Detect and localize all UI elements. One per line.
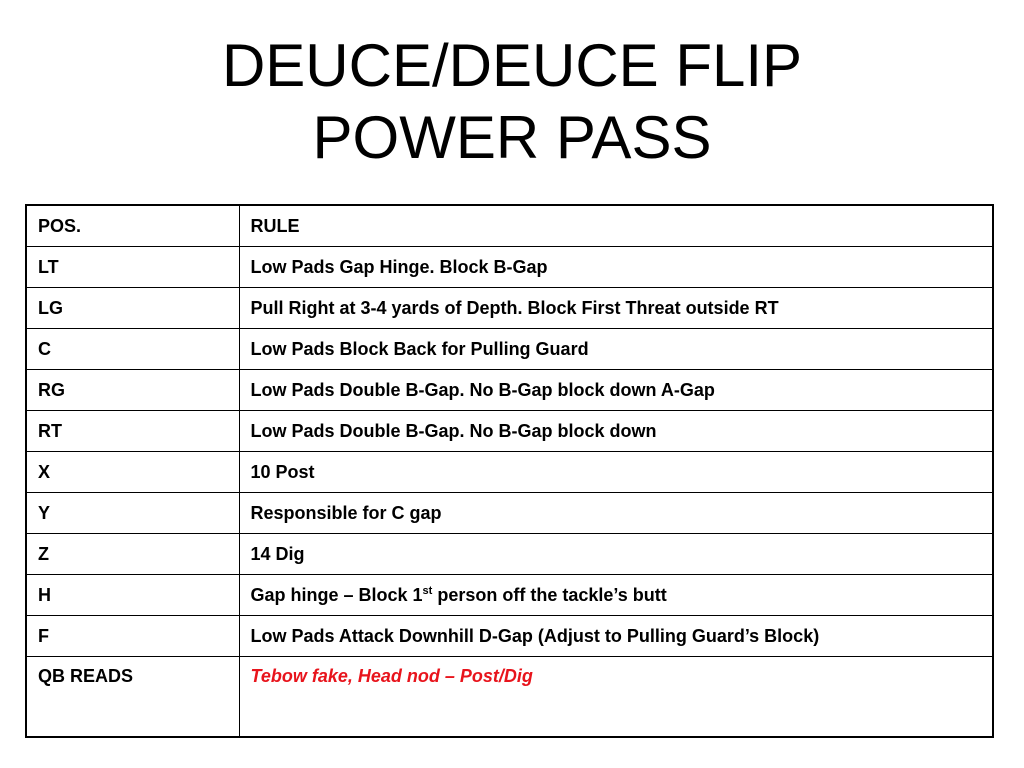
header-pos: POS. bbox=[26, 205, 239, 247]
rule-cell: Low Pads Block Back for Pulling Guard bbox=[239, 329, 993, 370]
table-row bbox=[26, 370, 993, 411]
rule-cell: Responsible for C gap bbox=[239, 493, 993, 534]
pos-cell: X bbox=[26, 452, 239, 493]
rule-text-before: Gap hinge – Block 1 bbox=[250, 584, 423, 605]
pos-cell: RG bbox=[26, 370, 239, 411]
pos-cell: QB READS bbox=[26, 657, 239, 738]
pos-cell: Z bbox=[26, 534, 239, 575]
table-row bbox=[26, 493, 993, 534]
table-row bbox=[26, 411, 993, 452]
rule-cell bbox=[239, 575, 993, 616]
qb-rule-cell: Tebow fake, Head nod – Post/Dig bbox=[239, 657, 993, 738]
title-line-1: DEUCE/DEUCE FLIP bbox=[221, 32, 803, 99]
rule-cell: Low Pads Double B-Gap. No B-Gap block down A-Gap bbox=[239, 370, 993, 411]
table-row bbox=[26, 575, 993, 616]
table-row bbox=[26, 247, 993, 288]
rule-cell: Low Pads Attack Downhill D-Gap (Adjust to Pulling Guard’s Block) bbox=[239, 616, 993, 657]
rule-cell: Low Pads Gap Hinge. Block B-Gap bbox=[239, 247, 993, 288]
pos-cell: LG bbox=[26, 288, 239, 329]
table-row bbox=[26, 288, 993, 329]
rule-cell: 10 Post bbox=[239, 452, 993, 493]
header-rule: RULE bbox=[239, 205, 993, 247]
table-row bbox=[26, 657, 993, 738]
rule-superscript: st bbox=[422, 584, 433, 597]
pos-cell: C bbox=[26, 329, 239, 370]
pos-cell: LT bbox=[26, 247, 239, 288]
rule-cell: Pull Right at 3-4 yards of Depth. Block First Threat outside RT bbox=[239, 288, 993, 329]
pos-cell: Y bbox=[26, 493, 239, 534]
table-row bbox=[26, 329, 993, 370]
rule-cell: 14 Dig bbox=[239, 534, 993, 575]
rules-table bbox=[25, 204, 994, 738]
table-row bbox=[26, 534, 993, 575]
title-line-2: POWER PASS bbox=[312, 104, 712, 171]
pos-cell: F bbox=[26, 616, 239, 657]
rule-cell: Low Pads Double B-Gap. No B-Gap block down bbox=[239, 411, 993, 452]
slide-title bbox=[0, 30, 1024, 174]
table-row bbox=[26, 616, 993, 657]
rule-text-after: person off the tackle’s butt bbox=[432, 584, 667, 605]
pos-cell: H bbox=[26, 575, 239, 616]
table-header-row bbox=[26, 205, 993, 247]
table-row bbox=[26, 452, 993, 493]
pos-cell: RT bbox=[26, 411, 239, 452]
